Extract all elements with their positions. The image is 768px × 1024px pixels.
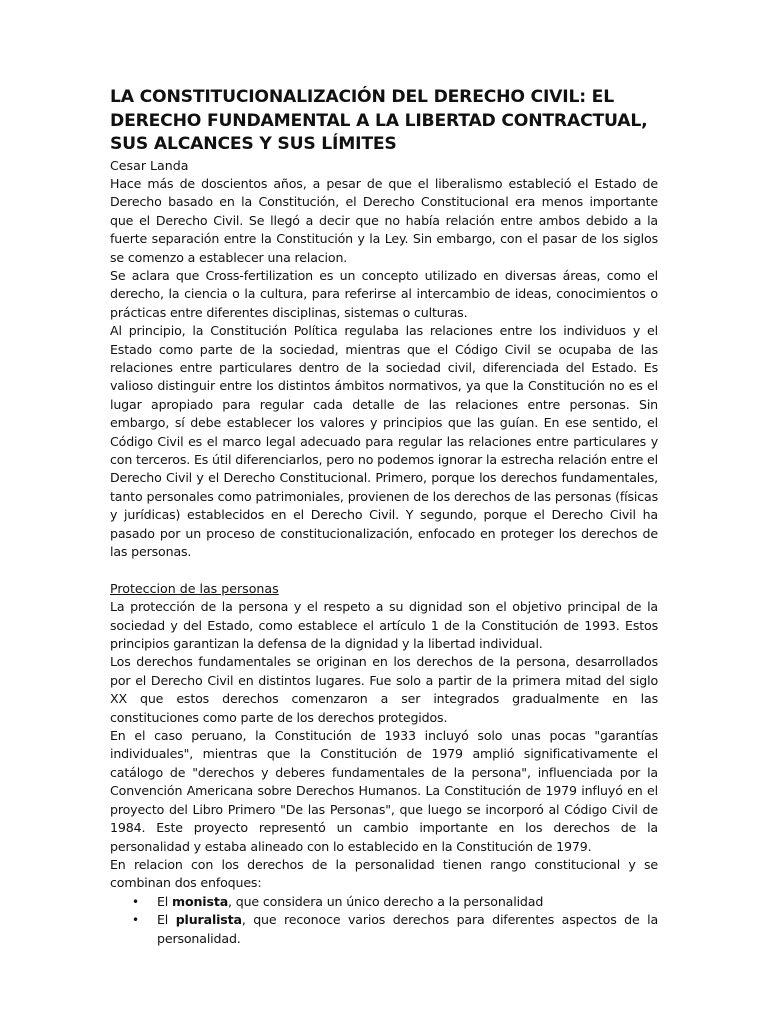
author-name: Cesar Landa (110, 157, 189, 173)
section-paragraph-2: Los derechos fundamentales se originan en los derechos de la persona, desarrollados por el Derecho Civil en distintos lugares. Fue solo a partir de la primera mitad del siglo XX que estos derechos comenzaron a ser integrados gradualmente en las constituciones como parte de los derechos protegidos. (110, 654, 658, 725)
list-item-prefix: El (157, 912, 176, 928)
section-paragraph-3: En el caso peruano, la Constitución de 1933 incluyó solo unas pocas "garantías individuales", mientras que la Constitución de 1979 amplió significativamente el catálogo de "derechos y deberes fundamentales de la persona", influenciada por la Convención Americana sobre Derechos Humanos. La Constitución de 1979 influyó en el proyecto del Libro Primero "De las Personas", que luego se incorporó al Código Civil de 1984. Este proyecto representó un cambio importante en los derechos de la personalidad y estaba alineado con lo establecido en la Constitución de 1979. (110, 728, 658, 854)
list-item-text: , que considera un único derecho a la personalidad (228, 893, 544, 909)
section-heading: Proteccion de las personas (110, 580, 279, 596)
intro-paragraph-2: Se aclara que Cross-fertilization es un concepto utilizado en diversas áreas, como el derecho, la ciencia o la cultura, para referirse al intercambio de ideas, conocimientos o prácticas entre diferentes disciplinas, sistemas o culturas. (110, 267, 658, 320)
list-item-term: monista (172, 893, 229, 909)
list-item-pluralista (110, 911, 658, 948)
section-paragraph-4: En relacion con los derechos de la personalidad tienen rango constitucional y se combinan dos enfoques: (110, 856, 658, 891)
list-item-text: , que reconoce varios derechos para diferentes aspectos de la personalidad. (157, 912, 659, 946)
intro-paragraph-1: Hace más de doscientos años, a pesar de que el liberalismo estableció el Estado de Derecho basado en la Constitución, el Derecho Constitucional era menos importante que el Derecho Civil. Se llegó a decir que no había relación entre ambos debido a la fuerte separación entre la Constitución y la Ley. Sin embargo, con el pasar de los siglos se comenzo a establecer una relacion. (110, 175, 658, 265)
bullet-list (110, 893, 658, 948)
section-paragraph-1: La protección de la persona y el respeto a su dignidad son el objetivo principal de la sociedad y del Estado, como establece el artículo 1 de la Constitución de 1993. Estos principios garantizan la defensa de la dignidad y la libertad individual. (110, 599, 658, 652)
paragraph-spacer (110, 561, 658, 579)
list-item-prefix: El (157, 893, 173, 909)
list-item-term: pluralista (175, 912, 242, 928)
bullet-icon: • (132, 894, 139, 909)
document-page (110, 86, 658, 948)
list-item-monista (110, 893, 658, 911)
document-title: LA CONSTITUCIONALIZACIÓN DEL DERECHO CIVIL: EL DERECHO FUNDAMENTAL A LA LIBERTAD CONTRACTUAL, SUS ALCANCES Y SUS LÍMITES (110, 87, 648, 154)
intro-paragraph-3: Al principio, la Constitución Política regulaba las relaciones entre los individuos y el Estado como parte de la sociedad, mientras que el Código Civil se ocupaba de las relaciones entre particulares dentro de la sociedad civil, diferenciada del Estado. Es valioso distinguir entre los distintos ámbitos normativos, ya que la Constitución no es el lugar apropiado para regular cada detalle de las relaciones entre personas. Sin embargo, sí debe establecer los valores y principios que las guían. En ese sentido, el Código Civil es el marco legal adecuado para regular las relaciones entre particulares y con terceros. Es útil diferenciarlos, pero no podemos ignorar la estrecha relación entre el Derecho Civil y el Derecho Constitucional. Primero, porque los derechos fundamentales, tanto personales como patrimoniales, provienen de los derechos de las personas (físicas y jurídicas) establecidos en el Derecho Civil. Y segundo, porque el Derecho Civil ha pasado por un proceso de constitucionalización, enfocado en proteger los derechos de las personas. (110, 323, 658, 560)
bullet-icon: • (132, 913, 139, 928)
